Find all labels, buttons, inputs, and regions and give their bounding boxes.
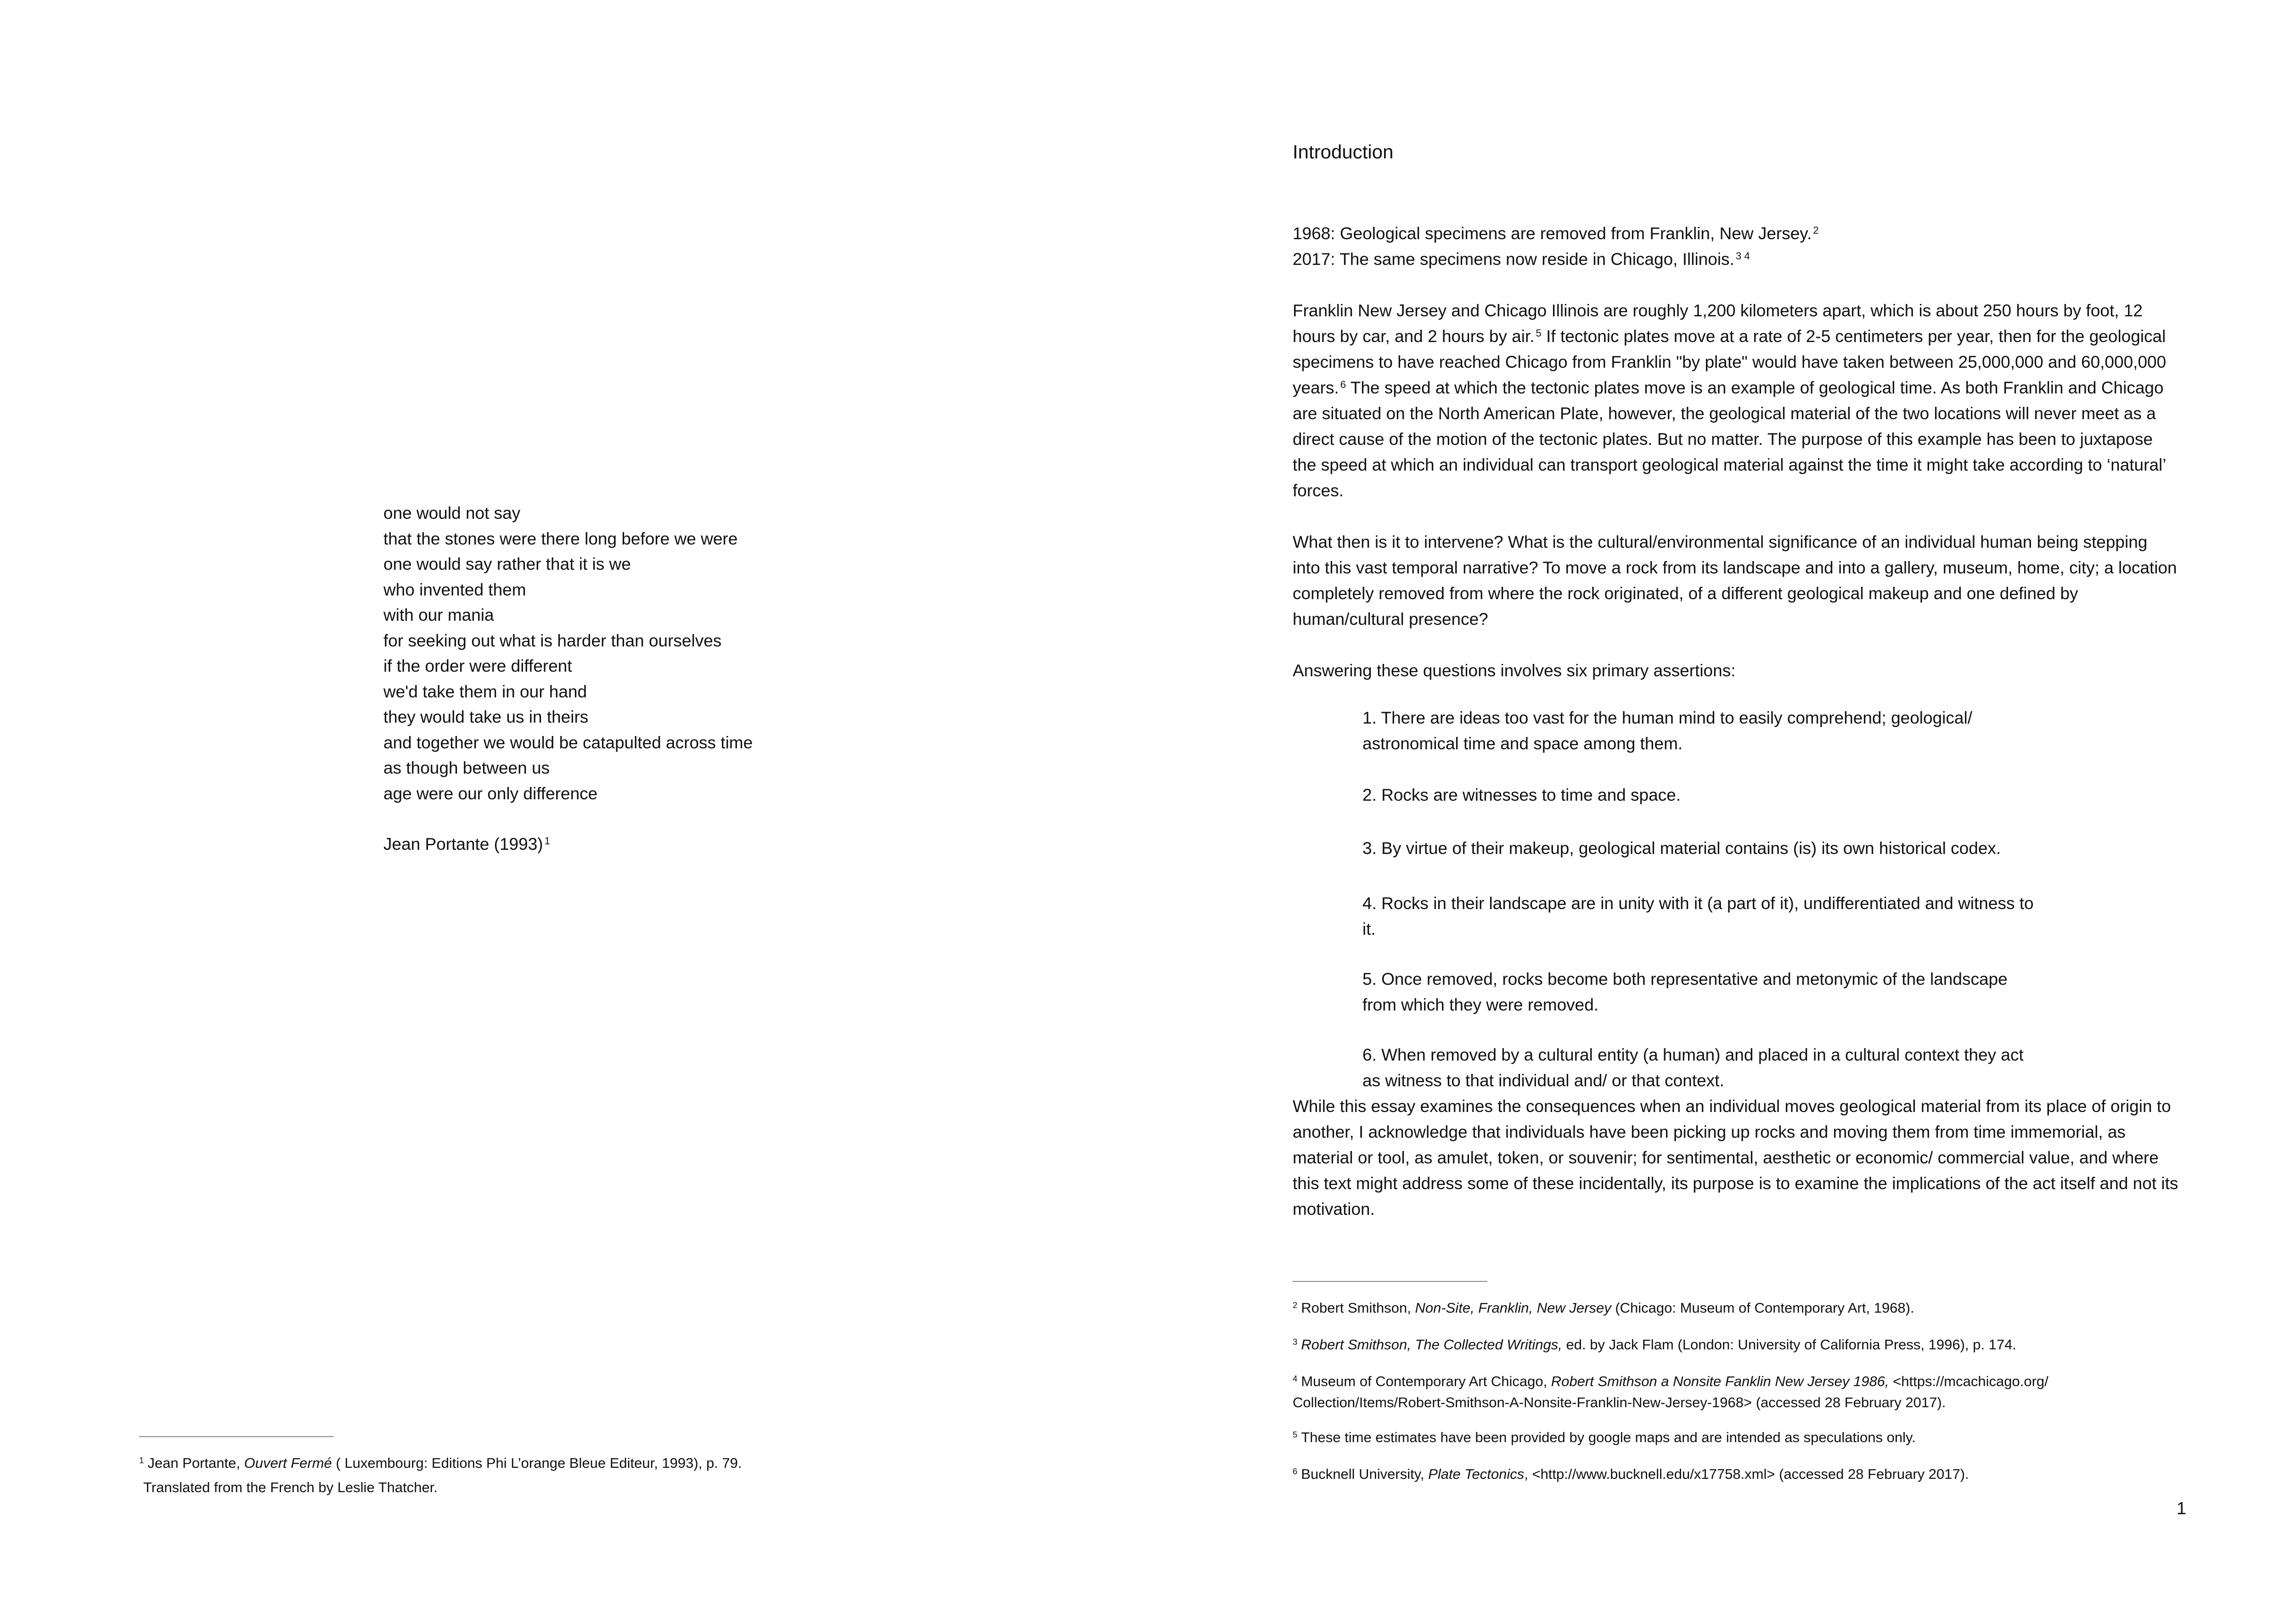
footnote-details: ( Luxembourg: Editions Phi L’orange Bleue Editeur, 1993), p. 79. xyxy=(332,1455,742,1471)
paragraph-text: If tectonic plates move at a rate of 2-5 centimeters per year, then for the geological specimens to have reached Chicago from Franklin "by plate" would have taken between 25,000,000 and 60,000,000 years. xyxy=(1293,327,2167,397)
footnote-4 xyxy=(1293,1371,2165,1413)
timeline-text: 2017: The same specimens now reside in Chicago, Illinois. xyxy=(1293,250,1734,269)
footnote-divider xyxy=(1293,1281,1487,1282)
page-number: 1 xyxy=(2177,1499,2187,1518)
footnote-mark: 3 xyxy=(1293,1337,1298,1347)
footnote-ref[interactable]: 2 xyxy=(1813,224,1819,236)
footnote-ref[interactable]: 3 4 xyxy=(1735,250,1750,262)
paragraph-text: Franklin New Jersey and Chicago Illinois are roughly 1,200 kilometers apart, which is about 250 hours by foot, 12 hours by car, and 2 hours by air. xyxy=(1293,301,2143,346)
poem xyxy=(383,500,889,857)
footnote-text: ed. by Jack Flam (London: University of California Press, 1996), p. 174. xyxy=(1562,1337,2016,1353)
section-title: Introduction xyxy=(1293,141,1394,163)
footnote-mark: 6 xyxy=(1293,1466,1298,1476)
footnote-mark: 5 xyxy=(1293,1429,1298,1439)
paragraph-4: While this essay examines the consequences when an individual moves geological material from its place of origin to another, I acknowledge that individuals have been picking up rocks and moving them from time immemorial, as material or tool, as amulet, token, or souvenir; for sentimental, aesthetic or economic/ commercial value, and where this text might address some of these incidentally, its purpose is to examine the implications of the act itself and not its motivation. xyxy=(1293,1097,2178,1219)
assertion-item: 2. Rocks are witnesses to time and space. xyxy=(1362,786,1681,804)
timeline-text: 1968: Geological specimens are removed from Franklin, New Jersey. xyxy=(1293,224,1812,243)
assertion-item: 3. By virtue of their makeup, geological material contains (is) its own historical codex. xyxy=(1362,839,2001,858)
footnote-1 xyxy=(139,1451,966,1499)
poem-attribution xyxy=(383,831,889,857)
footnote-text: Robert Smithson, xyxy=(1301,1300,1415,1316)
footnote-6 xyxy=(1293,1464,2165,1485)
footnote-link[interactable]: , <http://www.bucknell.edu/x17758.xml> (accessed 28 February 2017). xyxy=(1524,1466,1969,1482)
footnote-link[interactable]: <https://mcachicago.org/ Collection/Items/Robert-Smithson-A-Nonsite-Franklin-New-Jersey-1968> (accessed 28 February 2017). xyxy=(1293,1373,2048,1410)
assertion-item: 6. When removed by a cultural entity (a human) and placed in a cultural context they act as witness to that individual and/ or that context. xyxy=(1362,1045,2024,1090)
footnote-mark: 4 xyxy=(1293,1373,1298,1383)
poem-line: as though between us xyxy=(383,758,550,777)
footnote-title: Non-Site, Franklin, New Jersey xyxy=(1415,1300,1611,1316)
footnotes-list xyxy=(1293,1297,2165,1500)
poem-line: that the stones were there long before we were xyxy=(383,529,738,548)
poem-line: one would say rather that it is we xyxy=(383,555,631,573)
paragraph-2: What then is it to intervene? What is the cultural/environmental significance of an individual human being stepping into this vast temporal narrative? To move a rock from its landscape and into a gallery, museum, home, city; a location completely removed from where the rock originated, of a different geological makeup and one defined by human/cultural presence? xyxy=(1293,533,2177,629)
timeline-line xyxy=(1293,221,2179,247)
poem-line: we'd take them in our hand xyxy=(383,682,587,701)
footnote-2 xyxy=(1293,1297,2165,1319)
footnote-ref[interactable]: 6 xyxy=(1340,378,1346,390)
footnote-text: (Chicago: Museum of Contemporary Art, 1968). xyxy=(1611,1300,1914,1316)
footnote-text: Bucknell University, xyxy=(1301,1466,1429,1482)
footnote-mark: 2 xyxy=(1293,1300,1298,1310)
assertion-item: 4. Rocks in their landscape are in unity with it (a part of it), undifferentiated and witness to it. xyxy=(1362,894,2034,938)
footnote-text: Museum of Contemporary Art Chicago, xyxy=(1301,1373,1551,1389)
footnote-3 xyxy=(1293,1334,2165,1355)
poem-line: for seeking out what is harder than ourselves xyxy=(383,631,722,650)
footnote-ref[interactable]: 1 xyxy=(544,835,550,847)
footnote-title: Ouvert Fermé xyxy=(244,1455,332,1471)
footnote-title: Robert Smithson, The Collected Writings, xyxy=(1301,1337,1562,1353)
paragraph-1 xyxy=(1293,298,2179,504)
poem-line: and together we would be catapulted across time xyxy=(383,733,753,752)
assertions-list xyxy=(1362,705,2042,1094)
footnote-author: Jean Portante, xyxy=(147,1455,244,1471)
assertion-item: 1. There are ideas too vast for the human mind to easily comprehend; geological/ astronomical time and space among them. xyxy=(1362,708,1972,753)
essay-body xyxy=(1293,221,2179,1222)
footnote-title: Robert Smithson a Nonsite Fanklin New Jersey 1986, xyxy=(1551,1373,1889,1389)
poem-line: they would take us in theirs xyxy=(383,708,589,726)
poem-line: one would not say xyxy=(383,504,521,522)
timeline-line xyxy=(1293,247,2179,272)
poem-line: if the order were different xyxy=(383,657,572,675)
paragraph-3: Answering these questions involves six primary assertions: xyxy=(1293,661,1736,680)
footnote-mark: 1 xyxy=(139,1455,144,1465)
footnote-5 xyxy=(1293,1427,2165,1448)
footnote-title: Plate Tectonics xyxy=(1428,1466,1525,1482)
poem-line: age were our only difference xyxy=(383,784,598,803)
footnote-divider xyxy=(139,1436,334,1437)
assertion-item: 5. Once removed, rocks become both representative and metonymic of the landscape from which they were removed. xyxy=(1362,970,2008,1014)
footnote-ref[interactable]: 5 xyxy=(1536,327,1542,339)
footnote-text: These time estimates have been provided by google maps and are intended as speculations only. xyxy=(1301,1429,1916,1445)
poem-line: with our mania xyxy=(383,606,494,624)
attribution-text: Jean Portante (1993) xyxy=(383,835,543,854)
paragraph-text: The speed at which the tectonic plates move is an example of geological time. As both Franklin and Chicago are situated on the North American Plate, however, the geological material of the two locations will never meet as a direct cause of the motion of the tectonic plates. But no matter. The purpose of this example has been to juxtapose the speed at which an individual can transport geological material against the time it might take according to ‘natural’ forces. xyxy=(1293,378,2166,500)
footnote-translation: Translated from the French by Leslie Thatcher. xyxy=(143,1479,438,1495)
poem-line: who invented them xyxy=(383,580,526,599)
